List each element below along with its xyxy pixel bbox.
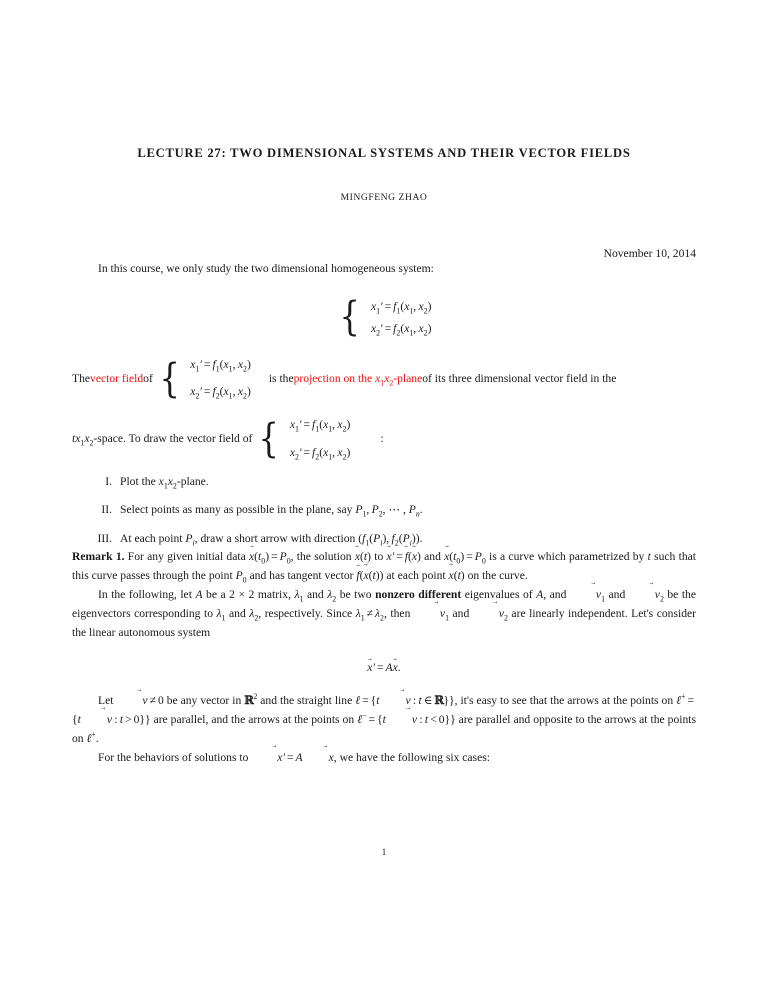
line-text-a: Let	[98, 694, 117, 708]
math-vec-v: → v	[629, 586, 660, 605]
list-item	[72, 501, 696, 520]
eigen-bold-nonzero-different: nonzero different	[375, 588, 462, 602]
remark-text-f: such that this curve passes through the point	[72, 550, 696, 583]
math-vec-v: → v	[116, 692, 147, 711]
remark-text-h: at each point	[383, 569, 449, 583]
steps-list	[72, 473, 696, 549]
system-rows	[363, 299, 432, 336]
math-vec-v: → v	[379, 692, 410, 711]
closing-text-a: For the behaviors of solutions to	[98, 750, 252, 764]
remark-text-d: and	[420, 550, 445, 564]
math-vec-x: → x	[449, 567, 454, 586]
system-row-2: $x_2' = f_2(x_1$, $x_2$)	[289, 446, 351, 462]
intro-paragraph	[72, 260, 696, 279]
math-vec-v: → v	[473, 605, 504, 624]
math-vec-x: → x	[249, 548, 254, 567]
math-vec-f: → f	[405, 548, 408, 567]
math-vec-x: → x	[367, 661, 372, 674]
system-row-2: $x_2' = f_2(x_1$, $x_2$)	[370, 321, 432, 338]
inline-system-1	[157, 356, 251, 403]
math-vec-x: → x	[387, 548, 392, 567]
page-content	[72, 0, 696, 767]
math-vec-x: → x	[393, 661, 398, 674]
math-vec-f: → f	[356, 567, 359, 586]
list-item	[72, 530, 696, 549]
math-vec-x: → x	[355, 548, 360, 567]
math-vec-x: → x	[444, 548, 449, 567]
remark-paragraph: Remark 1. For any given initial data → $x(t_0) = P_0$, the solution → x(t) to → x′ = → f(→ x) and → $x(t_0) = P_0$ is a curve which parametrized by t such that this curve passes through the point $P_0$ and has tangent vector → f(→ x(t)) at each point → x(t) on the curve.	[72, 548, 696, 586]
displayed-system-1	[72, 293, 696, 340]
step-number: I.	[105, 474, 112, 488]
remark-text-i: on the curve.	[464, 569, 528, 583]
remark-label: Remark 1.	[72, 550, 125, 564]
math-vec-x: → x	[412, 548, 417, 567]
remark-text-b: , the solution	[290, 550, 355, 564]
system-rows	[183, 356, 251, 403]
math-vec-v: → v	[414, 605, 445, 624]
document-date: November 10, 2014	[603, 247, 696, 261]
step-number: II.	[101, 503, 112, 517]
system-row-2: $x_2' = f_2(x_1$, $x_2$)	[190, 385, 251, 401]
step-number: III.	[97, 531, 112, 545]
intro-text: In this course, we only study the two dimensional homogeneous system:	[98, 262, 434, 276]
math-vec-v: → v	[81, 711, 112, 730]
system-row-1: $x_1' = f_1(x_1$, $x_2$)	[289, 418, 351, 434]
system-rows	[283, 416, 351, 463]
displayed-equation-axb: → x′ = A→ x.	[72, 661, 696, 674]
remark-text-e: is a curve which parametrized by	[485, 550, 648, 564]
step-text: Select points as many as possible in the plane, say $P_1$, $P_2$, ⋯ , $P_n$.	[120, 503, 423, 519]
author-name: MINGFENG ZHAO	[340, 192, 428, 204]
remark-text-g: and has tangent vector	[246, 569, 357, 583]
step-text: Plot the $x_1x_2$-plane.	[120, 474, 209, 491]
vf-red-projection: projection on the $x_1x_2$-plane	[293, 371, 423, 387]
math-vec-x: → x	[251, 749, 282, 768]
system-group	[337, 293, 432, 340]
system-row-1: $x_1' = f_1(x_1$, $x_2$)	[190, 357, 251, 373]
remark-text-a: For any given initial data	[124, 550, 249, 564]
closing-paragraph: For the behaviors of solutions to → x′ = A → x, we have the following six cases:	[72, 749, 696, 768]
draw-vector-field-line	[72, 416, 696, 463]
inline-system-2	[256, 416, 350, 463]
vf-text-4: of its three dimensional vector field in the	[422, 371, 617, 385]
page-title: LECTURE 27: TWO DIMENSIONAL SYSTEMS AND THEIR VECTOR FIELDS	[137, 146, 631, 160]
system-row-1: $x_1' = f_1(x_1$, $x_2$)	[370, 299, 432, 316]
math-vec-x: → x	[364, 567, 369, 586]
vf-red-vector-field: vector field	[90, 371, 144, 385]
vf-text-1: The	[72, 371, 91, 385]
draw-suffix-colon: :	[380, 432, 384, 446]
draw-prefix: $tx_1x_2$-space. To draw the vector field of	[72, 432, 253, 448]
eigen-text-a: In the following, let	[98, 588, 196, 602]
remark-text-c: to	[370, 550, 387, 564]
vf-text-3: is the	[268, 371, 294, 385]
vector-field-line	[72, 356, 696, 403]
list-item	[72, 473, 696, 492]
eigen-paragraph: In the following, let A be a 2 × 2 matrix, $\lambda_1$ and $\lambda_2$ be two nonzero different eigenvalues of A, and → $v_1$ and → $v_2$ be the eigenvectors corresponding to $\lambda_1$ and $\lambda_2$, respectively. Since $\lambda_1 \ne \lambda_2$, then → $v_1$ and → $v_2$ are linearly independent. Let's consider the linear autonomous system	[72, 586, 696, 642]
left-brace: {	[339, 293, 360, 340]
math-vec-v: → v	[570, 586, 601, 605]
closing-text-b: , we have the following six cases:	[333, 750, 490, 764]
vf-text-2: of	[143, 371, 153, 385]
left-brace: {	[159, 355, 180, 402]
math-vec-v: → v	[386, 711, 417, 730]
left-brace: {	[258, 416, 280, 463]
eigen-text-b: be a 2 × 2 matrix,	[202, 588, 295, 602]
math-vec-x: → x	[303, 749, 334, 768]
step-text: At each point $P_i$, draw a short arrow with direction ($f_1(P_i)$, $f_2(P_i)$).	[120, 531, 423, 548]
page-number: 1	[381, 848, 387, 858]
straight-line-paragraph: Let → v ≠ 0 be any vector in ℝ$^2$ and the straight line ℓ = {t → v : t ∈ ℝ}}, it's easy to see that the arrows at the points on ℓ+ ={t → v : t > 0}} are parallel, and the arrows at the points on ℓ− = {t → v : t < 0}} are parallel and opposite to the arrows at the points on ℓ+.	[72, 691, 696, 748]
